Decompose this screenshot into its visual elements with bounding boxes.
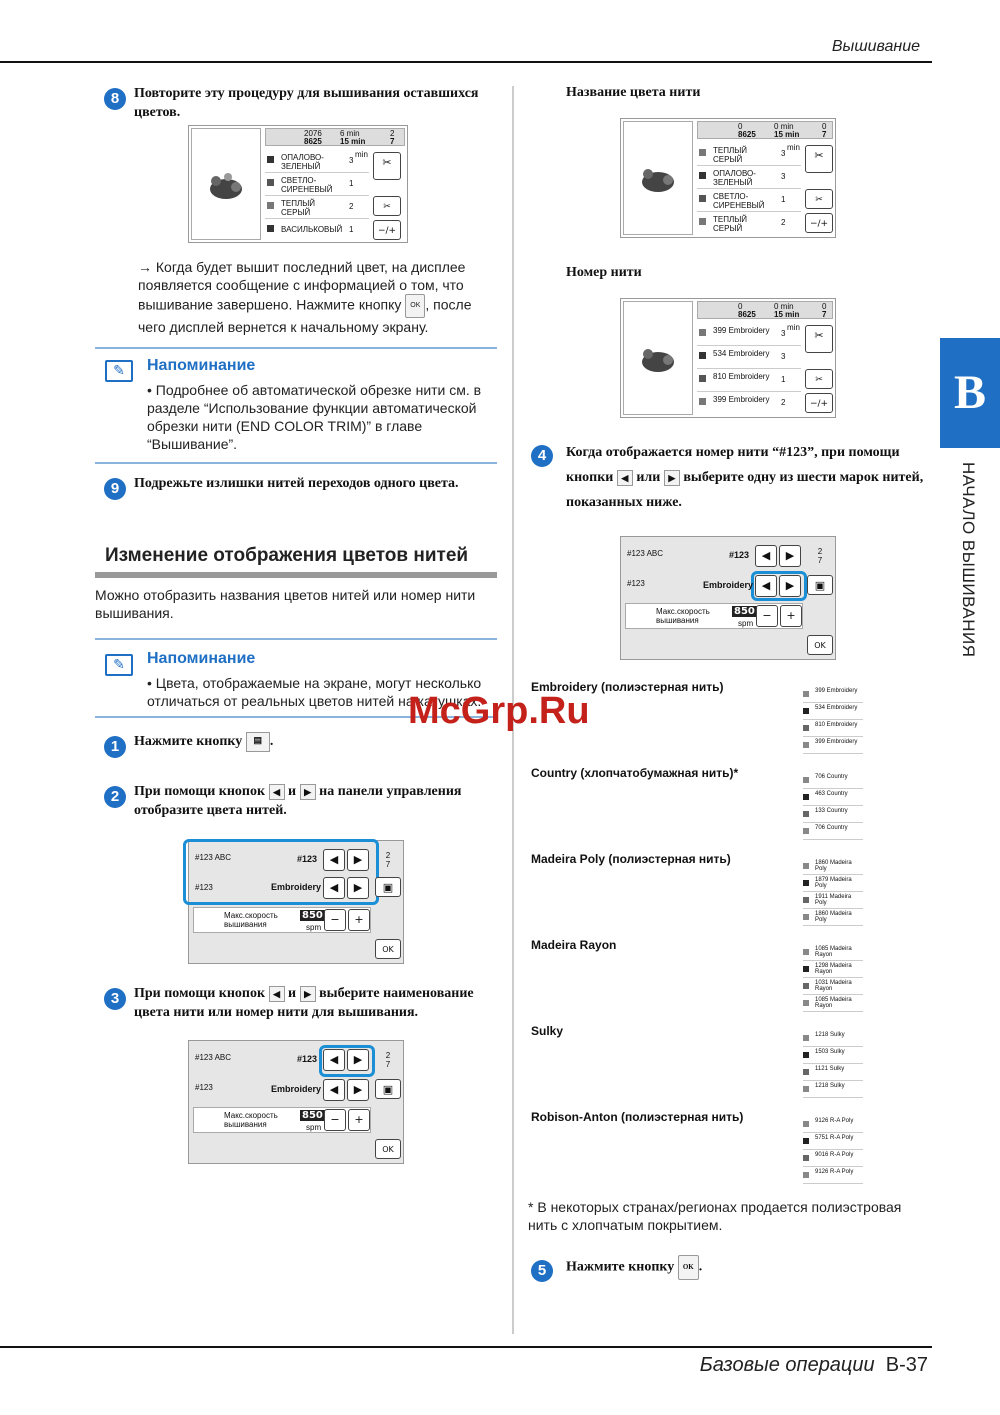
stitch-count-total: 8625: [738, 310, 756, 319]
page-indicator: [809, 547, 831, 565]
speed-unit: spm: [306, 923, 322, 932]
thread-name: ТЕПЛЫЙ СЕРЫЙ: [281, 199, 316, 217]
thread-swatch: [699, 329, 706, 336]
note-title: Напоминание: [147, 650, 256, 667]
footer-rule: [0, 1346, 932, 1348]
trim-button[interactable]: ✂: [373, 196, 401, 216]
thread-display-value: #123: [297, 1054, 318, 1064]
step-1-end: .: [269, 734, 274, 750]
brand-sample-label: 1085 Madeira Rayon: [815, 946, 852, 958]
time-total: 15 min: [340, 137, 366, 146]
brand-sample-row: [803, 894, 863, 909]
thread-display-value: #123: [297, 854, 318, 864]
thread-name: 534 Embroidery: [713, 349, 770, 358]
left-arrow-icon: ◀: [617, 470, 633, 486]
thread-swatch: [267, 202, 274, 209]
brand-sample-label: 399 Embroidery: [815, 688, 858, 694]
time-top: 6 min: [340, 129, 360, 138]
note-body: • Подробнее об автоматической обрезке нити см. в разделе “Использование функции автоматической обрезки нити (END COLOR TRIM)” в главе “Вышивание”.: [147, 382, 482, 452]
page-current: 2: [817, 547, 823, 556]
page-total: 7: [385, 860, 391, 869]
step-4-line: [566, 440, 931, 515]
step-5-badge: 5: [531, 1260, 553, 1282]
thread-name: СВЕТЛО-СИРЕНЕВЫЙ: [281, 176, 333, 194]
brand-sample-label: 1503 Sulky: [815, 1049, 845, 1055]
brand-sample-label: 1860 Madeira Poly: [815, 860, 852, 872]
speed-minus-button[interactable]: −: [324, 909, 346, 931]
step-5-end: .: [698, 1259, 703, 1275]
thread-name: 399 Embroidery: [713, 395, 770, 404]
thread-swatch: [699, 218, 706, 225]
brand-sample-row: [803, 774, 863, 789]
thread-swatch: [803, 777, 809, 783]
design-preview: [623, 301, 693, 415]
thread-swatch: [803, 1069, 809, 1075]
brand-sample-row: [803, 877, 863, 892]
color-row: [697, 323, 801, 346]
page-total: 7: [385, 1060, 391, 1069]
speed-unit: spm: [306, 1123, 322, 1132]
note-title: Напоминание: [147, 357, 256, 374]
step-2-text-a: При помощи кнопок: [134, 784, 266, 799]
min-label: min: [787, 143, 800, 152]
name-display-title: Название цвета нити: [566, 85, 701, 100]
tension-button[interactable]: −/+: [805, 393, 833, 413]
color-row: [697, 189, 801, 212]
color-list: [265, 150, 369, 242]
thread-swatch: [803, 966, 809, 972]
thread-swatch: [699, 352, 706, 359]
flower-design-image: [624, 122, 692, 234]
design-preview: [623, 121, 693, 235]
brand-sample-label: 9016 R-A Poly: [815, 1152, 854, 1158]
brand-sample-label: 1298 Madeira Rayon: [815, 963, 852, 975]
step-3-line: [134, 984, 504, 1022]
thread-brand-value: Embroidery: [703, 580, 754, 590]
brand-sample-row: [803, 722, 863, 737]
step-3-text-a: При помощи кнопок: [134, 986, 266, 1001]
row1-left-button[interactable]: ◀: [323, 1049, 345, 1071]
section-title: Изменение отображения цветов нитей: [105, 545, 469, 566]
thread-brand-list: [531, 680, 871, 1190]
thread-swatch: [803, 811, 809, 817]
brand-sample-row: [803, 1152, 863, 1167]
stitch-counter-bar: [697, 121, 833, 139]
thread-swatch: [803, 863, 809, 869]
ok-button[interactable]: OK: [375, 939, 401, 959]
speed-row: [193, 1107, 371, 1133]
speed-plus-button[interactable]: +: [780, 605, 802, 627]
trim-button[interactable]: ✂: [805, 189, 833, 209]
step-1-text: Нажмите кнопку: [134, 734, 243, 750]
step-5-line: [566, 1255, 866, 1280]
ok-button[interactable]: OK: [807, 635, 833, 655]
color-count-top: 0: [822, 302, 827, 311]
brand-sample-row: [803, 1049, 863, 1064]
color-count-top: 0: [822, 122, 827, 131]
settings-screen-step3: [188, 1040, 404, 1164]
thread-number: 3: [781, 352, 786, 361]
note-body: • Цвета, отображаемые на экране, могут несколько отличаться от реальных цветов нитей на катушках.: [147, 675, 482, 709]
needle-preview-button[interactable]: ✂: [805, 325, 833, 353]
thread-swatch: [803, 1121, 809, 1127]
brand-sample-label: 1085 Madeira Rayon: [815, 997, 852, 1009]
brand-sample-row: [803, 791, 863, 806]
row2-left-button[interactable]: ◀: [323, 877, 345, 899]
thread-number: 2: [349, 202, 354, 211]
thread-swatch: [803, 742, 809, 748]
brand-sample-label: 1031 Madeira Rayon: [815, 980, 852, 992]
step-2-line: [134, 782, 504, 820]
page-indicator: [377, 1051, 399, 1069]
brand-sample-label: 1860 Madeira Poly: [815, 911, 852, 923]
thread-swatch: [267, 156, 274, 163]
brand-sample-row: [803, 688, 863, 703]
speed-label: Макс.скорость вышивания: [224, 1111, 278, 1129]
thread-swatch: [803, 983, 809, 989]
brand-name: Country (хлопчатобумажная нить)*: [531, 766, 739, 780]
thread-swatch: [803, 1155, 809, 1161]
speed-plus-button[interactable]: +: [348, 909, 370, 931]
stitch-count-total: 8625: [304, 137, 322, 146]
footnote: * В некоторых странах/регионах продается полиэстровая нить с хлопчатым покрытием.: [528, 1199, 902, 1233]
result-text-part2: , после чего дисплей вернется к начальному экрану.: [138, 296, 472, 335]
thread-name: ВАСИЛЬКОВЫЙ: [281, 225, 343, 234]
thread-number: 2: [781, 398, 786, 407]
color-row: [697, 166, 801, 189]
stitch-counter-bar: [265, 128, 405, 146]
thread-number: 1: [781, 195, 786, 204]
section-intro: Можно отобразить названия цветов нитей или номер нити вышивания.: [95, 587, 476, 621]
flower-design-image: [624, 302, 692, 414]
time-top: 0 min: [774, 302, 794, 311]
color-list: [697, 143, 801, 235]
thread-brand-value: Embroidery: [271, 882, 322, 892]
time-total: 15 min: [774, 310, 800, 319]
speed-row: [193, 907, 371, 933]
step-2-text-b: на панели управления отобразите цвета нитей.: [134, 784, 462, 818]
flower-design-image: [192, 129, 260, 239]
right-arrow-icon: ▶: [664, 470, 680, 486]
thread-swatch: [803, 880, 809, 886]
brand-sample-row: [803, 1118, 863, 1133]
brand-sample-row: [803, 997, 863, 1012]
stitch-count-total: 8625: [738, 130, 756, 139]
thread-name: ТЕПЛЫЙ СЕРЫЙ: [713, 215, 748, 233]
result-text: → Когда будет вышит последний цвет, на дисплее появляется сообщение с информацией о том, что вышивание завершено. Нажмите кнопку OK , после чего дисплей вернется к начальному экрану.: [138, 259, 472, 335]
memo-icon: ✎: [105, 654, 133, 676]
color-row: [697, 369, 801, 392]
step-2-badge: 2: [104, 786, 126, 808]
speed-value: 850: [302, 910, 323, 921]
color-row: [697, 392, 801, 415]
thread-display-icon: #123 ABC: [195, 853, 232, 862]
thread-display-icon: #123 ABC: [627, 549, 664, 558]
thread-swatch: [803, 794, 809, 800]
chapter-tab: B: [940, 338, 1000, 448]
step-1-badge: 1: [104, 736, 126, 758]
brand-sample-label: 1911 Madeira Poly: [815, 894, 852, 906]
step-2-and: и: [288, 784, 297, 799]
note-top-rule: [95, 347, 497, 349]
brand-sample-label: 1121 Sulky: [815, 1066, 845, 1072]
step-4-badge: 4: [531, 445, 553, 467]
watermark-text: McGrp.Ru: [408, 690, 590, 732]
thread-number: 3: [349, 156, 354, 165]
thread-swatch: [699, 149, 706, 156]
brand-name: Robison-Anton (полиэстерная нить): [531, 1110, 744, 1124]
step-3-badge: 3: [104, 988, 126, 1010]
ok-button[interactable]: OK: [375, 1139, 401, 1159]
left-arrow-icon: ◀: [269, 784, 285, 800]
note-top-rule: [95, 638, 497, 640]
speed-label: Макс.скорость вышивания: [656, 607, 710, 625]
row2-right-button[interactable]: ▶: [779, 575, 801, 597]
page-current: 2: [385, 1051, 391, 1060]
step-8-text: Повторите эту процедуру для вышивания оставшихся цветов.: [134, 86, 479, 120]
thread-name: ОПАЛОВО-ЗЕЛЕНЫЙ: [713, 169, 756, 187]
right-arrow-icon: ▶: [300, 784, 316, 800]
thread-name: ТЕПЛЫЙ СЕРЫЙ: [713, 146, 748, 164]
step-4-text-a: Когда отображается номер нити “#123”, при помощи кнопки: [566, 445, 900, 485]
thread-number: 3: [781, 172, 786, 181]
brand-name: Madeira Rayon: [531, 938, 617, 952]
brand-sample-label: 133 Country: [815, 808, 848, 814]
color-row: [697, 143, 801, 166]
thread-number: 1: [781, 375, 786, 384]
thread-swatch: [803, 1172, 809, 1178]
note-text: Цвета, отображаемые на экране, могут несколько отличаться от реальных цветов нитей на катушках.: [147, 675, 482, 709]
thread-name: ОПАЛОВО-ЗЕЛЕНЫЙ: [281, 153, 324, 171]
machine-icon[interactable]: ▣: [807, 575, 833, 595]
section-rule: [95, 572, 497, 578]
row2-right-button[interactable]: ▶: [347, 877, 369, 899]
step-8-badge: 8: [104, 88, 126, 110]
color-row: [697, 212, 801, 235]
color-count-total: 7: [822, 310, 827, 319]
tension-button[interactable]: −/+: [805, 213, 833, 233]
footer-title: Базовые операции: [699, 1354, 875, 1376]
settings-screen-step4: [620, 536, 836, 660]
embroidery-screen-step8: [188, 125, 408, 243]
thread-swatch: [803, 828, 809, 834]
row1-right-button[interactable]: ▶: [347, 849, 369, 871]
brand-sample-row: [803, 946, 863, 961]
right-arrow-icon: ▶: [300, 986, 316, 1002]
thread-number: 1: [349, 225, 354, 234]
memo-icon: ✎: [105, 360, 133, 382]
row1-right-button[interactable]: ▶: [347, 1049, 369, 1071]
brand-name: Embroidery (полиэстерная нить): [531, 680, 724, 694]
needle-preview-button[interactable]: ✂: [373, 152, 401, 180]
settings-page-icon: ▤: [246, 732, 270, 752]
brand-sample-row: [803, 860, 863, 875]
thread-swatch: [803, 1035, 809, 1041]
thread-swatch: [267, 225, 274, 232]
thread-swatch: [699, 398, 706, 405]
number-display-title: Номер нити: [566, 265, 642, 280]
brand-sample-row: [803, 1135, 863, 1150]
row2-left-button[interactable]: ◀: [323, 1079, 345, 1101]
result-text-part1: Когда будет вышит последний цвет, на дисплее появляется сообщение с информацией о том, что вышивание завершено. Нажмите кнопку: [138, 259, 466, 313]
screen-thread-number: [620, 298, 836, 418]
thread-display-icon: #123 ABC: [195, 1053, 232, 1062]
thread-brand-icon: #123: [195, 883, 213, 892]
step-9-badge: 9: [104, 478, 126, 500]
design-preview: [191, 128, 261, 240]
stitch-count-top: 0: [738, 122, 743, 131]
thread-swatch: [803, 1086, 809, 1092]
thread-number: 3: [781, 149, 786, 158]
thread-swatch: [803, 708, 809, 714]
speed-value: 850: [302, 1110, 323, 1121]
color-count-total: 7: [822, 130, 827, 139]
thread-swatch: [803, 1000, 809, 1006]
thread-number: 1: [349, 179, 354, 188]
color-row: [265, 196, 369, 219]
page-current: 2: [385, 851, 391, 860]
running-header: Вышивание: [831, 38, 920, 55]
thread-swatch: [803, 914, 809, 920]
brand-sample-row: [803, 739, 863, 754]
color-count-total: 7: [390, 137, 395, 146]
thread-display-value: #123: [729, 550, 750, 560]
note-bottom-rule: [95, 462, 497, 464]
speed-value: 850: [734, 606, 755, 617]
brand-sample-row: [803, 705, 863, 720]
color-count-top: 2: [390, 129, 395, 138]
left-arrow-icon: ◀: [269, 986, 285, 1002]
note-text: Подробнее об автоматической обрезке нити см. в разделе “Использование функции автоматической обрезки нити (END COLOR TRIM)” в главе “Вышивание”.: [147, 382, 482, 452]
thread-name: 810 Embroidery: [713, 372, 770, 381]
thread-name: 399 Embroidery: [713, 326, 770, 335]
brand-sample-row: [803, 963, 863, 978]
row1-left-button[interactable]: ◀: [323, 849, 345, 871]
thread-brand-value: Embroidery: [271, 1084, 322, 1094]
color-row: [697, 346, 801, 369]
thread-number: 3: [781, 329, 786, 338]
color-row: [265, 219, 369, 242]
step-5-text: Нажмите кнопку: [566, 1259, 675, 1275]
brand-sample-row: [803, 1169, 863, 1184]
thread-swatch: [699, 172, 706, 179]
brand-sample-row: [803, 808, 863, 823]
machine-icon[interactable]: ▣: [375, 1079, 401, 1099]
tension-button[interactable]: −/+: [373, 220, 401, 240]
thread-number: 2: [781, 218, 786, 227]
header-rule: [0, 61, 932, 63]
brand-sample-label: 706 Country: [815, 825, 848, 831]
speed-row: [625, 603, 803, 629]
speed-minus-button[interactable]: −: [756, 605, 778, 627]
min-label: min: [355, 150, 368, 159]
row1-left-button[interactable]: ◀: [755, 545, 777, 567]
stitch-count-top: 2076: [304, 129, 322, 138]
stitch-counter-bar: [697, 301, 833, 319]
color-list: [697, 323, 801, 415]
page-total: 7: [817, 556, 823, 565]
brand-name: Madeira Poly (полиэстерная нить): [531, 852, 731, 866]
step-3-text-b: выберите наименование цвета нити или номер нити для вышивания.: [134, 986, 474, 1020]
ok-inline-icon: OK: [678, 1255, 699, 1280]
brand-sample-label: 9126 R-A Poly: [815, 1118, 854, 1124]
thread-swatch: [267, 179, 274, 186]
speed-minus-button[interactable]: −: [324, 1109, 346, 1131]
color-row: [265, 173, 369, 196]
brand-sample-label: 9126 R-A Poly: [815, 1169, 854, 1175]
speed-label: Макс.скорость вышивания: [224, 911, 278, 929]
brand-sample-label: 5751 R-A Poly: [815, 1135, 854, 1141]
brand-sample-row: [803, 1032, 863, 1047]
machine-icon[interactable]: ▣: [375, 877, 401, 897]
thread-brand-icon: #123: [627, 579, 645, 588]
color-row: [265, 150, 369, 173]
brand-sample-label: 1879 Madeira Poly: [815, 877, 852, 889]
brand-sample-row: [803, 980, 863, 995]
thread-swatch: [803, 725, 809, 731]
page-number: B-37: [885, 1354, 928, 1376]
thread-swatch: [803, 1052, 809, 1058]
brand-name: Sulky: [531, 1024, 564, 1038]
brand-sample-row: [803, 1083, 863, 1098]
thread-swatch: [699, 195, 706, 202]
time-top: 0 min: [774, 122, 794, 131]
brand-sample-row: [803, 825, 863, 840]
brand-sample-label: 706 Country: [815, 774, 848, 780]
min-label: min: [787, 323, 800, 332]
brand-sample-label: 810 Embroidery: [815, 722, 858, 728]
ok-inline-icon: OK: [405, 294, 425, 318]
brand-sample-row: [803, 1066, 863, 1081]
speed-unit: spm: [738, 619, 754, 628]
speed-plus-button[interactable]: +: [348, 1109, 370, 1131]
settings-screen-step2: [188, 840, 404, 964]
step-1-line: [134, 732, 504, 752]
row2-left-button[interactable]: ◀: [755, 575, 777, 597]
brand-sample-label: 534 Embroidery: [815, 705, 858, 711]
brand-sample-label: 1218 Sulky: [815, 1083, 845, 1089]
chapter-label: НАЧАЛО ВЫШИВАНИЯ: [959, 462, 978, 658]
stitch-count-top: 0: [738, 302, 743, 311]
step-4-or: или: [636, 470, 661, 485]
step-3-and: и: [288, 986, 297, 1001]
brand-sample-row: [803, 911, 863, 926]
brand-sample-label: 399 Embroidery: [815, 739, 858, 745]
screen-thread-name: [620, 118, 836, 238]
row1-right-button[interactable]: ▶: [779, 545, 801, 567]
brand-sample-label: 1218 Sulky: [815, 1032, 845, 1038]
page-indicator: [377, 851, 399, 869]
thread-swatch: [803, 949, 809, 955]
trim-button[interactable]: ✂: [805, 369, 833, 389]
thread-swatch: [803, 691, 809, 697]
thread-name: СВЕТЛО-СИРЕНЕВЫЙ: [713, 192, 765, 210]
needle-preview-button[interactable]: ✂: [805, 145, 833, 173]
step-4-text-b: выберите одну из шести марок нитей, показанных ниже.: [566, 470, 924, 510]
step-9-text: Подрежьте излишки нитей переходов одного цвета.: [134, 476, 459, 491]
thread-brand-icon: #123: [195, 1083, 213, 1092]
thread-swatch: [803, 1138, 809, 1144]
time-total: 15 min: [774, 130, 800, 139]
row2-right-button[interactable]: ▶: [347, 1079, 369, 1101]
footer: [700, 1354, 928, 1377]
brand-sample-label: 463 Country: [815, 791, 848, 797]
thread-swatch: [803, 897, 809, 903]
thread-swatch: [699, 375, 706, 382]
